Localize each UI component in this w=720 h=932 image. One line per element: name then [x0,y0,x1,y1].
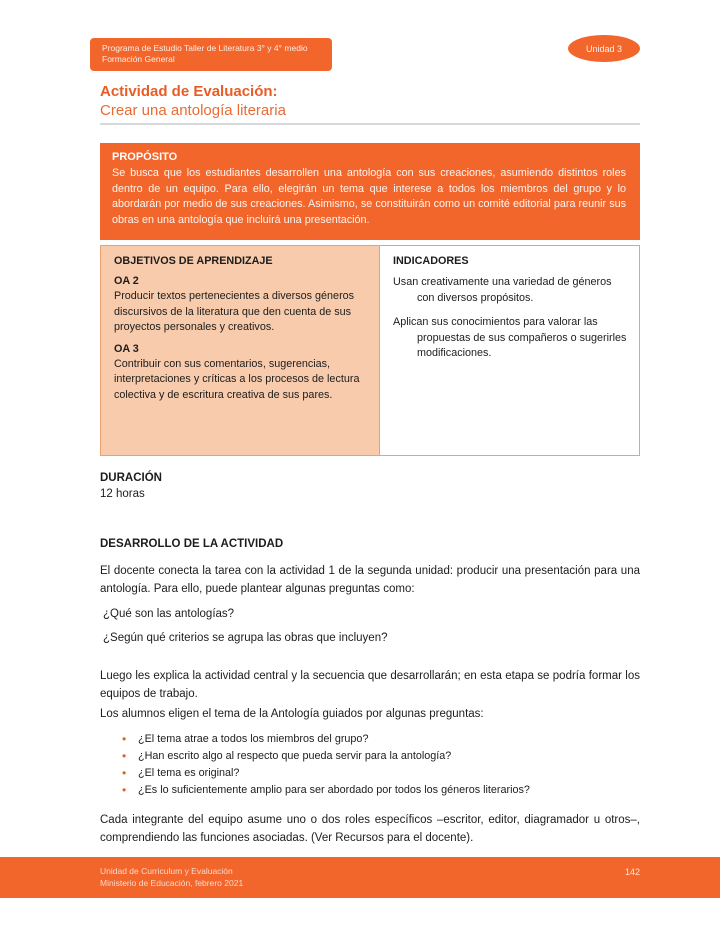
desarrollo-paragraph-3: Los alumnos eligen el tema de la Antología guiados por algunas preguntas: [100,708,484,720]
bullet-item: • ¿El tema atrae a todos los miembros del grupo? [100,731,640,748]
desarrollo-heading: DESARROLLO DE LA ACTIVIDAD [100,538,284,550]
indicator-item: Aplican sus conocimientos para valorar las propuestas de sus compañeros o sugerirles modificaciones. [393,316,627,359]
desarrollo-paragraph-1: El docente conecta la tarea con la actividad 1 de la segunda unidad: producir una presentación para una antología. Para ello, puede plantear algunas preguntas como: [100,565,640,595]
proposito-body: Se busca que los estudiantes desarrollen una antología con sus creaciones, asumiendo distintos roles dentro de un equipo. Para ello, elegirán un tema que interese a todos los miembros del grupo y lo abordarán por medio de sus creaciones. Asimismo, se constituirán como un comité editorial para reunir sus obras en una antología que incluirá una presentación. [112,167,626,226]
question-1: ¿Qué son las antologías? [103,608,235,620]
footer-line-2: Ministerio de Educación, febrero 2021 [100,878,244,888]
objectives-indicators-table [100,245,640,456]
title-block [100,82,640,125]
program-subtitle: Formación General [102,54,175,64]
oa2-text: Producir textos pertenecientes a diversos géneros discursivos de la literatura que den cuenta de sus proyectos personales y creativos. [114,290,355,333]
question-2: ¿Según qué criterios se agrupa las obras que incluyen? [103,632,388,644]
oa3-text: Contribuir con sus comentarios, sugerencias, interpretaciones y críticas a los procesos de lectura colectiva y de escritura creativa de sus pares. [114,357,360,401]
indicators-cell [380,245,640,456]
activity-subtitle: Crear una antología literaria [100,102,286,119]
oa2-code: OA 2 [114,275,139,287]
duracion-heading: DURACIÓN [100,472,162,484]
desarrollo-paragraph-2: Luego les explica la actividad central y la secuencia que desarrollarán; en esta etapa se podría formar los equipos de trabajo. [100,670,640,700]
title-divider [100,123,640,125]
program-title: Programa de Estudio Taller de Literatura 3° y 4° medio [102,43,308,53]
activity-title: Actividad de Evaluación: [100,83,278,100]
unit-badge: Unidad 3 [568,35,640,62]
bullet-item: • ¿Han escrito algo al respecto que pueda servir para la antología? [100,748,640,765]
program-header-box [90,38,332,71]
objectives-cell [100,245,380,456]
indicator-item: Usan creativamente una variedad de géneros con diversos propósitos. [393,276,612,304]
oa3-code: OA 3 [114,342,139,355]
bullet-item: • ¿El tema es original? [100,765,640,782]
proposito-heading: PROPÓSITO [112,151,178,163]
proposito-box [100,143,640,240]
objectives-heading: OBJETIVOS DE APRENDIZAJE [114,255,273,267]
page-number: 142 [624,867,640,877]
criteria-bullet-list [100,731,640,799]
indicators-heading: INDICADORES [393,255,469,267]
desarrollo-paragraph-4: Cada integrante del equipo asume uno o dos roles específicos –escritor, editor, diagramador u otros–, comprendiendo las funciones asociadas. (Ver Recursos para el docente). [100,814,640,844]
footer-credits [100,865,243,889]
duracion-value: 12 horas [100,488,145,500]
body-content [100,470,640,847]
footer-bar [0,857,720,898]
bullet-item: • ¿Es lo suficientemente amplio para ser abordado por todos los géneros literarios? [100,782,640,799]
footer-line-1: Unidad de Curriculum y Evaluación [100,866,233,876]
